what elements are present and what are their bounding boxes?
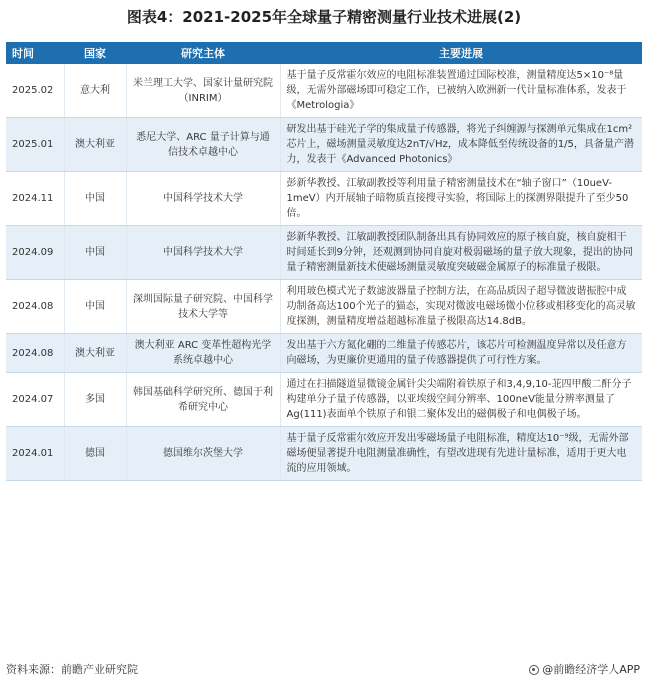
cell-time: 2025.01 [6, 118, 64, 172]
cell-subject: 韩国基础科学研究所、德国于利希研究中心 [126, 373, 280, 427]
header-progress: 主要进展 [280, 42, 642, 64]
cell-time: 2025.02 [6, 64, 64, 118]
cell-time: 2024.11 [6, 172, 64, 226]
cell-subject: 深圳国际量子研究院、中国科学技术大学等 [126, 280, 280, 334]
cell-country: 意大利 [64, 64, 126, 118]
cell-country: 澳大利亚 [64, 334, 126, 373]
table-header-row [6, 42, 642, 64]
cell-subject: 米兰理工大学、国家计量研究院（INRIM） [126, 64, 280, 118]
cell-country: 德国 [64, 427, 126, 481]
brand-credit-text: @前瞻经济学人APP [542, 663, 640, 676]
table-row [6, 226, 642, 280]
cell-subject: 澳大利亚 ARC 变革性超构光学系统卓越中心 [126, 334, 280, 373]
brand-credit [529, 662, 640, 678]
cell-progress: 彭新华教授、江敏副教授团队制备出具有协同效应的原子核自旋，核自旋相干时间延长到9分钟，还观测到协同自旋对极弱磁场的量子放大现象，提出的协同量子精密测量新技术使磁场测量灵敏度突破磁金属原子的标准量子极限。 [280, 226, 642, 280]
cell-subject: 中国科学技术大学 [126, 226, 280, 280]
header-subject: 研究主体 [126, 42, 280, 64]
cell-progress: 发出基于六方氮化硼的二维量子传感芯片，该芯片可检测温度异常以及任意方向磁场，为更廉价更通用的量子传感器提供了可行性方案。 [280, 334, 642, 373]
cell-time: 2024.07 [6, 373, 64, 427]
table-row [6, 373, 642, 427]
table-row [6, 118, 642, 172]
cell-country: 中国 [64, 172, 126, 226]
cell-country: 中国 [64, 280, 126, 334]
cell-time: 2024.01 [6, 427, 64, 481]
cell-country: 中国 [64, 226, 126, 280]
cell-progress: 基于量子反常霍尔效应开发出零磁场量子电阻标准，精度达10⁻⁹级，无需外部磁场便显著提升电阻测量准确性，有望改进现有先进计量标准，适用于更大电流的应用领域。 [280, 427, 642, 481]
table-row [6, 172, 642, 226]
table-row [6, 427, 642, 481]
brand-logo-icon [529, 665, 539, 675]
cell-subject: 悉尼大学、ARC 量子计算与通信技术卓越中心 [126, 118, 280, 172]
page-title: 图表4：2021-2025年全球量子精密测量行业技术进展(2) [126, 8, 522, 26]
cell-progress: 通过在扫描隧道显微镜金属针尖尖端附着铁原子和3,4,9,10-苝四甲酸二酐分子构建单分子量子传感器，以亚埃级空间分辨率、100neV能量分辨率测量了Ag(111)表面单个铁原子和银二聚体发出的磁偶极子和电偶极子场。 [280, 373, 642, 427]
cell-progress: 研发出基于硅光子学的集成量子传感器，将光子纠缠源与探测单元集成在1cm²芯片上，磁场测量灵敏度达2nT/√Hz，成本降低至传统设备的1/5，具备量产潜力，发表于《Advanced Photonics》 [280, 118, 642, 172]
cell-subject: 德国维尔茨堡大学 [126, 427, 280, 481]
source-note: 资料来源：前瞻产业研究院 [6, 663, 138, 676]
cell-time: 2024.09 [6, 226, 64, 280]
cell-time: 2024.08 [6, 280, 64, 334]
cell-country: 多国 [64, 373, 126, 427]
cell-country: 澳大利亚 [64, 118, 126, 172]
table-row [6, 280, 642, 334]
header-time: 时间 [6, 42, 64, 64]
table-row [6, 334, 642, 373]
cell-time: 2024.08 [6, 334, 64, 373]
table-row [6, 64, 642, 118]
cell-progress: 彭新华教授、江敏副教授等利用量子精密测量技术在“轴子窗口”（10ueV-1meV）内开展轴子暗物质直接搜寻实验，将国际上的探测界限提升了至少50倍。 [280, 172, 642, 226]
cell-subject: 中国科学技术大学 [126, 172, 280, 226]
cell-progress: 基于量子反常霍尔效应的电阻标准装置通过国际校准，测量精度达5×10⁻⁸量级，无需外部磁场即可稳定工作，已被纳入欧洲新一代计量标准体系，发表于《Metrologia》 [280, 64, 642, 118]
tech-progress-table [6, 42, 642, 481]
header-country: 国家 [64, 42, 126, 64]
cell-progress: 利用玻色模式光子数滤波器量子控制方法，在高品质因子超导微波谐振腔中成功制备高达100个光子的猫态，实现对微波电磁场微小位移或相移变化的高灵敏度探测，测量精度增益超越标准量子极限高达14.8dB。 [280, 280, 642, 334]
